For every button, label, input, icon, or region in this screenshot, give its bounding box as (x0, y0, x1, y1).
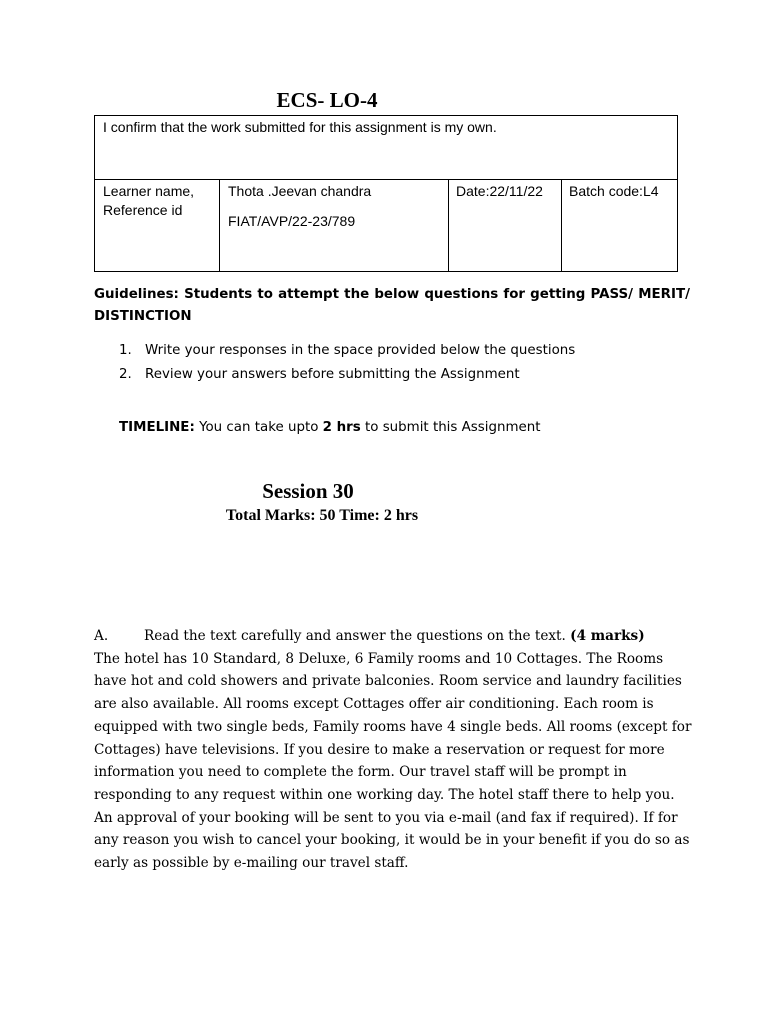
timeline-text-after: to submit this Assignment (360, 420, 541, 435)
instruction-item (119, 339, 575, 363)
learner-info-table (94, 115, 678, 272)
instruction-number: 2. (119, 367, 132, 382)
timeline-text-before: You can take upto (194, 420, 323, 435)
marks-time-line: Total Marks: 50 Time: 2 hrs (225, 507, 419, 524)
confirmation-row (95, 116, 678, 180)
learner-name-value: Thota .Jeevan chandra (228, 183, 372, 199)
learner-name-label: Learner name, (103, 183, 195, 199)
question-a (94, 625, 694, 875)
instruction-number: 1. (119, 343, 132, 358)
question-letter: A. (94, 628, 109, 644)
learner-details-row (95, 180, 678, 272)
timeline-label: TIMELINE: (119, 420, 195, 435)
instruction-item (119, 363, 575, 387)
reference-id-value: FIAT/AVP/22-23/789 (228, 213, 356, 229)
timeline-hours: 2 hrs (322, 420, 361, 435)
learner-label-cell (95, 180, 220, 272)
confirmation-text: I confirm that the work submitted for this assignment is my own. (95, 116, 678, 180)
question-instruction: Read the text carefully and answer the questions on the text. (144, 628, 571, 644)
timeline-note (119, 420, 540, 435)
reference-id-label: Reference id (103, 202, 183, 218)
session-title: Session 30 (262, 479, 354, 503)
question-marks: (4 marks) (570, 628, 645, 644)
date-cell: Date:22/11/22 (449, 180, 562, 272)
question-a-heading (94, 625, 694, 648)
batch-code-cell: Batch code:L4 (562, 180, 678, 272)
instructions-list (119, 339, 575, 387)
instruction-text: Write your responses in the space provided below the questions (145, 343, 576, 358)
instruction-text: Review your answers before submitting the Assignment (145, 367, 520, 382)
learner-value-cell (220, 180, 449, 272)
document-title: ECS- LO-4 (276, 88, 378, 112)
question-passage: The hotel has 10 Standard, 8 Deluxe, 6 Family rooms and 10 Cottages. The Rooms have hot and cold showers and private balconies. Room service and laundry facilities are also available. All rooms except Cottages offer air conditioning. Each room is equipped with two single beds, Family rooms have 4 single beds. All rooms (except for Cottages) have televisions. If you desire to make a reservation or request for more information you need to complete the form. Our travel staff will be prompt in responding to any request within one working day. The hotel staff there to help you. An approval of your booking will be sent to you via e-mail (and fax if required). If for any reason you wish to cancel your booking, it would be in your benefit if you do so as early as possible by e-mailing our travel staff. (94, 650, 692, 872)
guidelines-heading: Guidelines: Students to attempt the below questions for getting PASS/ MERIT/ DISTINCTION (94, 287, 690, 324)
